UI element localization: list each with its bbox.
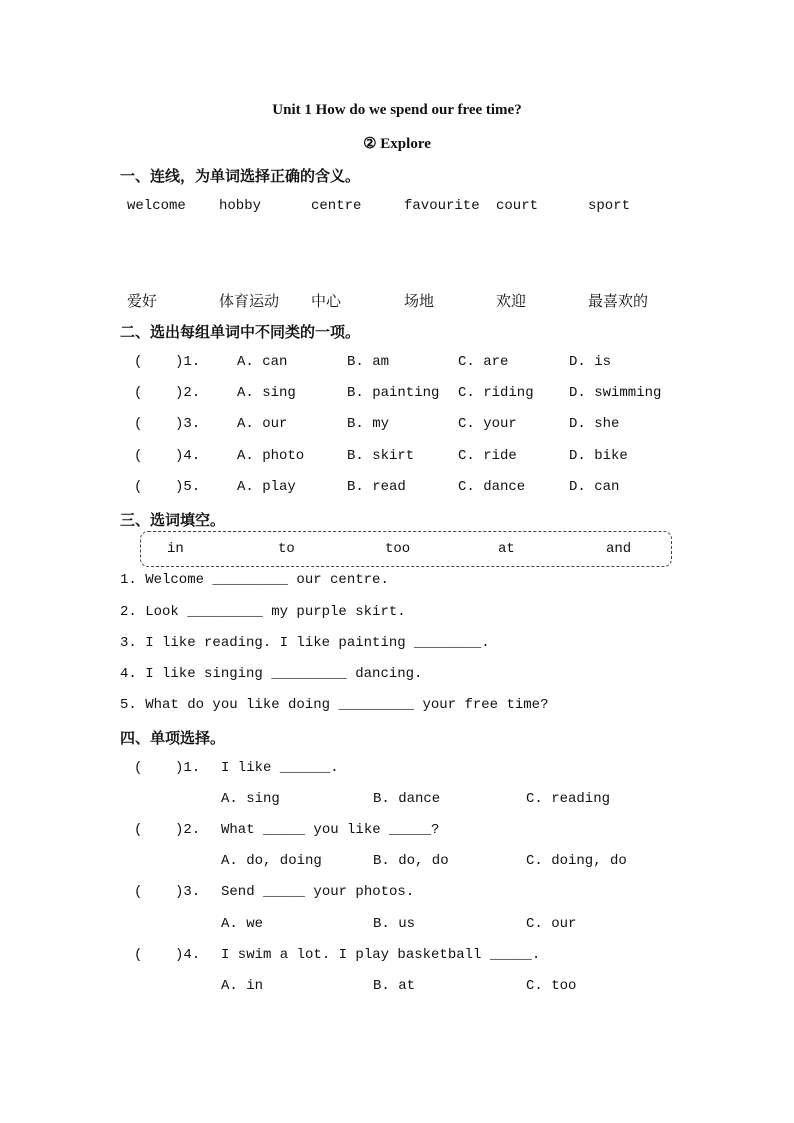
answer-bracket[interactable]: ( — [134, 947, 143, 963]
word-bank-item: and — [606, 541, 632, 557]
match-meaning: 场地 — [404, 292, 435, 310]
question-stem: What _____ you like _____? — [221, 822, 440, 838]
answer-bracket[interactable]: ( — [134, 448, 143, 464]
option-d: D. is — [569, 354, 612, 370]
fill-blank-sentence: 1. Welcome _________ our centre. — [120, 572, 389, 588]
answer-bracket[interactable]: ( — [134, 760, 143, 776]
question-number: )3. — [175, 416, 201, 432]
option-b: B. skirt — [347, 448, 415, 464]
option-a: A. can — [237, 354, 288, 370]
option-c: C. our — [526, 916, 577, 932]
option-d: D. swimming — [569, 385, 662, 401]
match-meaning: 欢迎 — [496, 292, 527, 310]
option-a: A. sing — [221, 791, 280, 807]
option-b: B. am — [347, 354, 390, 370]
question-number: )1. — [175, 760, 201, 776]
match-word: favourite — [404, 198, 480, 214]
question-stem: I swim a lot. I play basketball _____. — [221, 947, 541, 963]
fill-blank-sentence: 2. Look _________ my purple skirt. — [120, 604, 406, 620]
option-b: B. do, do — [373, 853, 449, 869]
option-c: C. ride — [458, 448, 517, 464]
answer-bracket[interactable]: ( — [134, 479, 143, 495]
question-number: )3. — [175, 884, 201, 900]
fill-blank-sentence: 3. I like reading. I like painting ________. — [120, 635, 490, 651]
question-number: )2. — [175, 385, 201, 401]
question-stem: Send _____ your photos. — [221, 884, 415, 900]
option-b: B. my — [347, 416, 390, 432]
match-word: court — [496, 198, 539, 214]
word-bank-item: in — [167, 541, 184, 557]
answer-bracket[interactable]: ( — [134, 884, 143, 900]
word-bank-item: too — [385, 541, 411, 557]
match-word: sport — [588, 198, 631, 214]
question-number: )5. — [175, 479, 201, 495]
word-bank-item: to — [278, 541, 295, 557]
question-number: )2. — [175, 822, 201, 838]
option-c: C. doing, do — [526, 853, 627, 869]
option-c: C. your — [458, 416, 517, 432]
question-number: )1. — [175, 354, 201, 370]
answer-bracket[interactable]: ( — [134, 354, 143, 370]
section-heading-1: 一、连线，为单词选择正确的含义。 — [120, 167, 361, 185]
section-heading-3: 三、选词填空。 — [120, 511, 226, 529]
match-meaning: 最喜欢的 — [588, 292, 649, 310]
option-d: D. bike — [569, 448, 628, 464]
match-word: centre — [311, 198, 362, 214]
option-b: B. us — [373, 916, 416, 932]
match-word: hobby — [219, 198, 262, 214]
match-meaning: 爱好 — [127, 292, 158, 310]
option-c: C. reading — [526, 791, 611, 807]
answer-bracket[interactable]: ( — [134, 822, 143, 838]
option-a: A. we — [221, 916, 264, 932]
option-a: A. sing — [237, 385, 296, 401]
word-bank-item: at — [498, 541, 515, 557]
option-b: B. painting — [347, 385, 440, 401]
option-a: A. our — [237, 416, 288, 432]
match-word: welcome — [127, 198, 186, 214]
option-b: B. at — [373, 978, 416, 994]
page-subtitle: ② Explore — [363, 136, 431, 152]
fill-blank-sentence: 5. What do you like doing _________ your free time? — [120, 697, 549, 713]
section-heading-4: 四、单项选择。 — [120, 729, 226, 747]
question-number: )4. — [175, 947, 201, 963]
option-c: C. too — [526, 978, 577, 994]
option-a: A. photo — [237, 448, 305, 464]
option-a: A. in — [221, 978, 264, 994]
option-d: D. can — [569, 479, 620, 495]
answer-bracket[interactable]: ( — [134, 416, 143, 432]
option-c: C. riding — [458, 385, 534, 401]
option-c: C. are — [458, 354, 509, 370]
question-number: )4. — [175, 448, 201, 464]
option-b: B. read — [347, 479, 406, 495]
match-meaning: 体育运动 — [219, 292, 280, 310]
match-meaning: 中心 — [311, 292, 342, 310]
answer-bracket[interactable]: ( — [134, 385, 143, 401]
option-b: B. dance — [373, 791, 441, 807]
option-a: A. play — [237, 479, 296, 495]
page-title: Unit 1 How do we spend our free time? — [272, 102, 522, 118]
option-c: C. dance — [458, 479, 526, 495]
option-a: A. do, doing — [221, 853, 322, 869]
option-d: D. she — [569, 416, 620, 432]
fill-blank-sentence: 4. I like singing _________ dancing. — [120, 666, 423, 682]
section-heading-2: 二、选出每组单词中不同类的一项。 — [120, 323, 361, 341]
question-stem: I like ______. — [221, 760, 339, 776]
